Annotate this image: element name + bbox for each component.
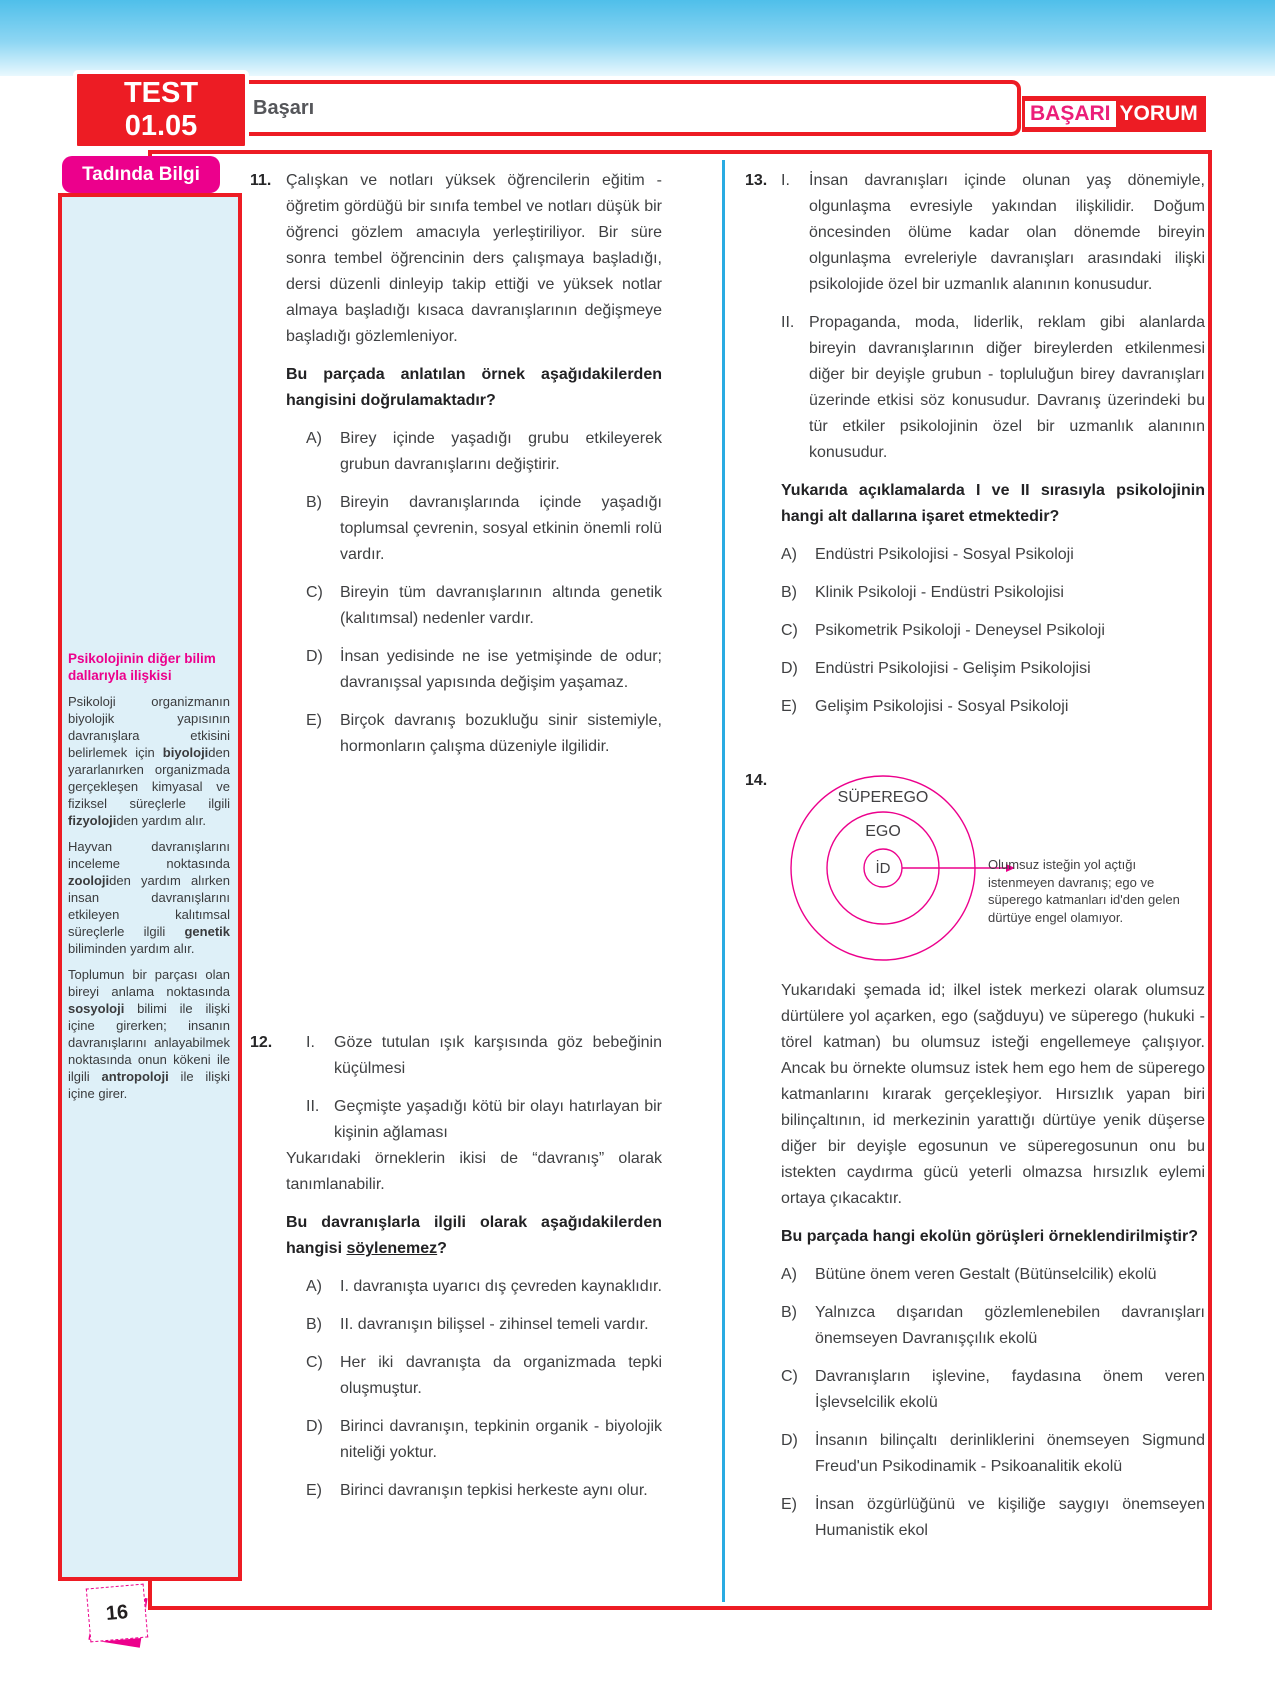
option-d: D) İnsan yedisinde ne ise yetmişinde de odur; davranışsal yapısında değişim yaşamaz. [306,648,662,691]
question-12 [250,1030,662,1504]
question-13 [745,168,1205,720]
question-stem: Bu davranışlarla ilgili olarak aşağıdakilerden hangisi söylenemez? [286,1214,662,1257]
option-a: A) I. davranışta uyarıcı dış çevreden kaynaklıdır. [306,1278,662,1295]
option-b: B) II. davranışın bilişsel - zihinsel temeli vardır. [306,1316,649,1333]
option-e: E) Birçok davranış bozukluğu sinir sistemiyle, hormonların çalışma düzeniyle ilgilidir. [306,712,662,755]
ego-label: EGO [865,823,901,840]
option-b: B) Klinik Psikoloji - Endüstri Psikolojisi [781,584,1064,601]
page-number-badge [86,1584,148,1643]
question-body: Çalışkan ve notları yüksek öğrencilerin eğitim - öğretim gördüğü bir sınıfa tembel ve notları düşük bir öğrenci gözlem amacıyla yerleştiriliyor. Bir süre sonra tembel öğrencinin ders çalışmaya başladığı, dersi düzenli dinleyip takip ettiği ve yüksek notlar almaya başladığı kısaca davranışlarının değişmeye başladığı gözlemleniyor. [286,172,662,345]
question-14 [745,754,1205,1544]
question-number: 14. [745,772,768,789]
statement-2: II. Propaganda, moda, liderlik, reklam gibi alanlarda bireyin davranışlarının diğer bireylerden etkilenmesi diğer bir deyişle grubun - topluluğun birey davranışları üzerinde etkisi söz konusudur. Davranış üzerindeki bu tür etkiler psikolojinin özel bir uzmanlık alanının konusudur. [781,314,1205,461]
brand-first-word: BAŞARI [1025,101,1116,127]
option-a: A) Birey içinde yaşadığı grubu etkileyerek grubun davranışlarını değiştirir. [306,430,662,473]
question-note: Yukarıdaki örneklerin ikisi de “davranış” olarak tanımlanabilir. [286,1150,662,1193]
sidebar-tab: Tadında Bilgi [62,156,220,193]
option-a: A) Endüstri Psikolojisi - Sosyal Psikoloji [781,546,1074,563]
test-code: 01.05 [124,110,198,142]
option-c: C) Her iki davranışta da organizmada tepki oluşmuştur. [306,1354,662,1397]
question-body: Yukarıdaki şemada id; ilkel istek merkezi olarak olumsuz dürtülere yol açarken, ego (sağduyu) ve süperego (hukuki - törel katman) bu olumsuz isteği engellemeye çalışıyor. Ancak bu örnekte olumsuz istek hem ego hem de süperego katmanlarını kırarak gerçekleşiyor. Hırsızlık yapan biri bilinçaltının, id merkezinin yarattığı dürtüye yenik düşerse diğer bir deyişle egosunun ve süperegosunun onu bu istekten caydırma gücü yeterli olmazsa hırsızlık eylemi ortaya çıkacaktır. [781,982,1205,1207]
option-c: C) Davranışların işlevine, faydasına önem veren İşlevselcilik ekolü [781,1368,1205,1411]
option-d: D) Endüstri Psikolojisi - Gelişim Psikolojisi [781,660,1091,677]
brand-logo [1022,96,1206,132]
test-number-box [73,70,249,150]
option-b: B) Bireyin davranışlarında içinde yaşadığı toplumsal çevrenin, sosyal etkinin önemli rolü vardır. [306,494,662,563]
question-number: 11. [250,172,272,189]
sidebar-note-paragraph: Toplumun bir parçası olan bireyi anlama noktasında sosyoloji bilimi ile ilişki içine girerken; insanın davranışlarını anlayabilmek noktasında onun kökeni ile ilgili antropoloji ile ilişki içine girer. [68,967,230,1101]
option-b: B) Yalnızca dışarıdan gözlemlenebilen davranışları önemseyen Davranışçılık ekolü [781,1304,1205,1347]
id-label: İD [875,860,891,877]
option-a: A) Bütüne önem veren Gestalt (Bütünselcilik) ekolü [781,1266,1157,1283]
sidebar-note-paragraph: Hayvan davranışlarını inceleme noktasında zoolojiden yardım alırken insan davranışlarını etkileyen kalıtımsal süreçlerle ilgili genetik biliminden yardım alır. [68,839,230,956]
column-divider [722,160,725,1602]
subject-bar [233,80,1021,136]
sidebar-note [68,650,230,1102]
option-e: E) Birinci davranışın tepkisi herkeste aynı olur. [306,1482,648,1499]
page-number: 16 [104,1600,129,1625]
test-label: TEST [123,77,199,109]
option-d: D) İnsanın bilinçaltı derinliklerini önemseyen Sigmund Freud'un Psikodinamik - Psikoanalitik ekolü [781,1432,1205,1475]
brand-second-word: YORUM [1119,102,1198,125]
superego-label: SÜPEREGO [837,789,929,806]
option-d: D) Birinci davranışın, tepkinin organik - biyolojik niteliği yoktur. [306,1418,662,1461]
sidebar-note-paragraph: Psikoloji organizmanın biyolojik yapısının davranışlara etkisini belirlemek için biyolojiden yararlanırken organizmada gerçekleşen kimyasal ve fiziksel süreçlerle ilgili fizyolojiden yardım alır. [68,694,230,828]
question-stem: Yukarıda açıklamalarda I ve II sırasıyla psikolojinin hangi alt dallarına işaret etmektedir? [781,482,1205,525]
question-number: 12. [250,1034,273,1051]
diagram-annotation: Olumsuz isteğin yol açtığı istenmeyen davranış; ego ve süperego katmanları id'den gelen dürtüye engel olamıyor. [988,857,1180,925]
option-c: C) Psikometrik Psikoloji - Deneysel Psikoloji [781,622,1105,639]
question-stem: Bu parçada anlatılan örnek aşağıdakilerden hangisini doğrulamaktadır? [286,366,662,409]
statement-1: I. İnsan davranışları içinde olunan yaş dönemiyle, olgunlaşma evresiyle yakından ilişkilidir. Doğum öncesinden ölüme kadar olan dönemde bireyin olgunlaşma evreleriyle davranışları arasındaki ilişki psikolojide özel bir uzmanlık alanının konusudur. [781,172,1205,293]
option-e: E) Gelişim Psikolojisi - Sosyal Psikoloji [781,698,1069,715]
statement-2: II. Geçmişte yaşadığı kötü bir olayı hatırlayan bir kişinin ağlaması [306,1098,662,1141]
sidebar-note-title: Psikolojinin diğer bilim dallarıyla ilişkisi [68,651,216,683]
question-11 [250,168,662,760]
option-e: E) İnsan özgürlüğünü ve kişiliğe saygıyı önemseyen Humanistik ekol [781,1496,1205,1539]
statement-1: I. Göze tutulan ışık karşısında göz bebeğinin küçülmesi [306,1034,662,1077]
option-c: C) Bireyin tüm davranışlarının altında genetik (kalıtımsal) nedenler vardır. [306,584,662,627]
subject-title: Başarı [253,96,315,119]
question-number: 13. [745,172,768,189]
top-gradient-strip [0,0,1275,76]
question-stem: Bu parçada hangi ekolün görüşleri örneklendirilmiştir? [781,1228,1198,1245]
